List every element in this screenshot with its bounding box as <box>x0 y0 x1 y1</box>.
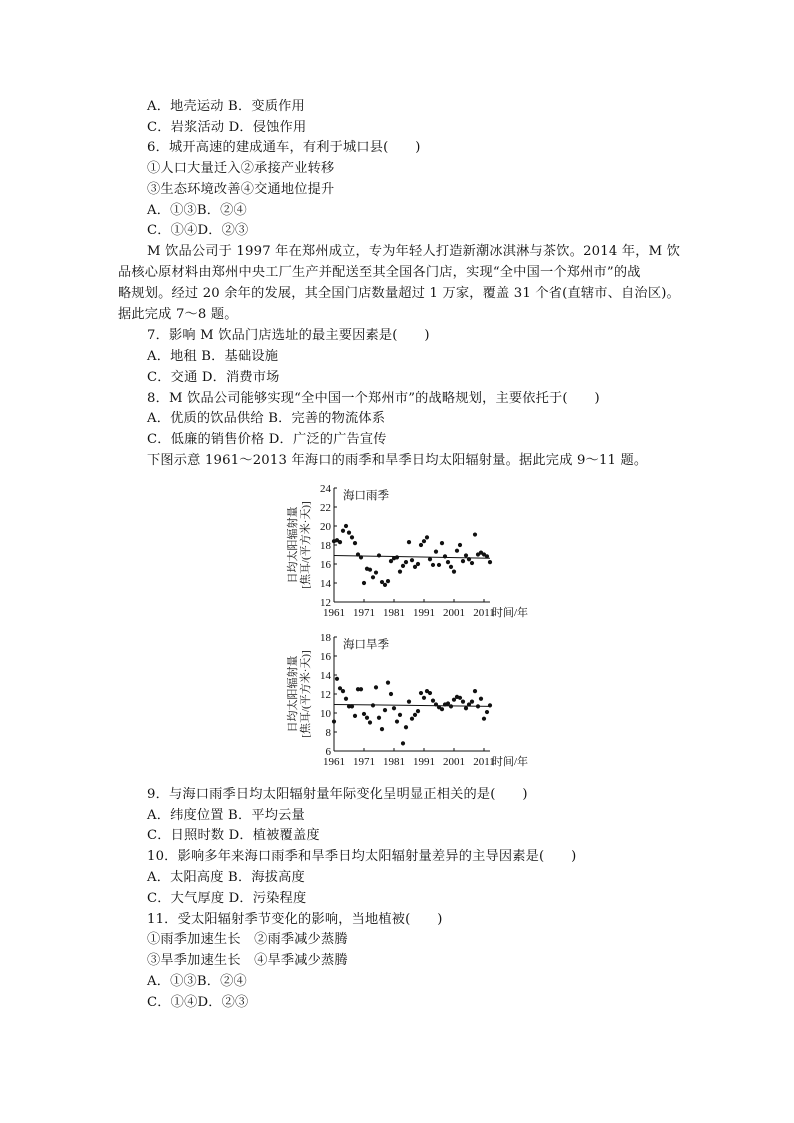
rainy-season-y-axis-unit: [焦耳/(平方米·天)] <box>300 501 312 589</box>
rainy-season-x-tick-label: 2001 <box>443 607 465 619</box>
rainy-season-x-axis-label: 时间/年 <box>492 607 529 619</box>
q10-stem: 10．影响多年来海口雨季和旱季日均太阳辐射量差异的主导因素是( ) <box>147 849 577 864</box>
dry-season-data-point <box>458 696 462 700</box>
dry-season-x-tick-label: 1971 <box>353 756 375 768</box>
dry-season-data-point <box>344 697 348 701</box>
rainy-season-chart <box>282 482 542 624</box>
q7-option-row-1: A．地租 B．基础设施 <box>147 349 279 364</box>
rainy-season-data-point <box>434 550 438 554</box>
dry-season-data-point <box>401 741 405 745</box>
dry-season-chart-svg <box>282 631 542 773</box>
dry-season-data-point <box>332 719 336 723</box>
rainy-season-x-tick-label: 1991 <box>413 607 435 619</box>
dry-season-x-tick-label: 1981 <box>383 756 405 768</box>
dry-season-data-point <box>395 719 399 723</box>
rainy-season-data-point <box>470 561 474 565</box>
passage-line-3: 略规划。经过 20 余年的发展，其全国门店数量超过 1 万家，覆盖 31 个省(直辖市、自治区)。 <box>118 286 680 301</box>
dry-season-x-tick-label: 1991 <box>413 756 435 768</box>
rainy-season-data-point <box>362 581 366 585</box>
dry-season-data-point <box>371 703 375 707</box>
rainy-season-data-point <box>368 568 372 572</box>
rainy-season-data-point <box>446 560 450 564</box>
dry-season-y-tick-label: 14 <box>320 670 331 682</box>
rainy-season-data-point <box>449 565 453 569</box>
rainy-season-data-point <box>410 558 414 562</box>
rainy-season-y-tick-label: 14 <box>320 578 331 590</box>
dry-season-data-point <box>353 714 357 718</box>
dry-season-x-tick-label: 1961 <box>323 756 345 768</box>
q11-option-row-2: C．①④D．②③ <box>147 995 249 1010</box>
q6-stem: 6．城开高速的建成通车，有利于城口县( ) <box>147 140 421 155</box>
rainy-season-data-point <box>371 575 375 579</box>
rainy-season-data-point <box>377 553 381 557</box>
rainy-season-y-tick-label: 12 <box>320 597 331 609</box>
dry-season-data-point <box>383 708 387 712</box>
rainy-season-data-point <box>383 583 387 587</box>
rainy-season-data-point <box>473 532 477 536</box>
dry-season-data-point <box>365 716 369 720</box>
passage-line-4: 据此完成 7～8 题。 <box>118 307 238 322</box>
dry-season-chart <box>282 631 542 773</box>
q9-stem: 9．与海口雨季日均太阳辐射量年际变化呈明显正相关的是( ) <box>147 787 528 802</box>
rainy-season-y-tick-label: 24 <box>320 483 331 495</box>
dry-season-data-point <box>464 706 468 710</box>
dry-season-y-axis-unit: [焦耳/(平方米·天)] <box>300 650 312 738</box>
rainy-season-data-point <box>455 549 459 553</box>
q8-stem: 8．M 饮品公司能够实现“全中国一个郑州市”的战略规划，主要依托于( ) <box>147 391 600 406</box>
dry-season-y-tick-label: 10 <box>320 708 331 720</box>
dry-season-data-point <box>470 700 474 704</box>
q9-option-row-2: C．日照时数 D．植被覆盖度 <box>147 828 320 843</box>
rainy-season-data-point <box>407 540 411 544</box>
dry-season-data-point <box>392 706 396 710</box>
dry-season-x-axis-label: 时间/年 <box>492 756 529 768</box>
dry-season-data-point <box>350 704 354 708</box>
dry-season-data-point <box>386 681 390 685</box>
dry-season-x-tick-label: 2011 <box>473 756 495 768</box>
q9-option-row-1: A．纬度位置 B．平均云量 <box>147 808 305 823</box>
rainy-season-data-point <box>425 535 429 539</box>
dry-season-data-point <box>359 687 363 691</box>
dry-season-data-point <box>368 720 372 724</box>
dry-season-data-point <box>476 704 480 708</box>
rainy-season-y-axis-label: 日均太阳辐射量 <box>287 506 299 584</box>
dry-season-data-point <box>422 696 426 700</box>
rainy-season-data-point <box>464 553 468 557</box>
rainy-season-data-point <box>452 570 456 574</box>
figure-intro: 下图示意 1961～2013 年海口的雨季和旱季日均太阳辐射量。据此完成 9～11 题。 <box>147 453 648 468</box>
rainy-season-data-point <box>428 557 432 561</box>
rainy-season-y-tick-label: 16 <box>320 559 331 571</box>
rainy-season-data-point <box>437 563 441 567</box>
rainy-season-data-point <box>338 540 342 544</box>
dry-season-y-tick-label: 12 <box>320 689 331 701</box>
dry-season-data-point <box>413 713 417 717</box>
rainy-season-chart-title: 海口雨季 <box>343 490 389 502</box>
dry-season-data-point <box>488 703 492 707</box>
dry-season-data-point <box>482 717 486 721</box>
dry-season-data-point <box>428 691 432 695</box>
dry-season-data-point <box>341 689 345 693</box>
rainy-season-data-point <box>422 539 426 543</box>
rainy-season-data-point <box>461 559 465 563</box>
dry-season-chart-title: 海口旱季 <box>343 639 389 651</box>
q6-statements-2: ③生态环境改善④交通地位提升 <box>147 182 335 197</box>
dry-season-y-tick-label: 6 <box>325 746 331 758</box>
dry-season-y-axis-label: 日均太阳辐射量 <box>287 655 299 733</box>
dry-season-data-point <box>440 707 444 711</box>
q10-option-row-2: C．大气厚度 D．污染程度 <box>147 891 307 906</box>
q5-option-row-2: C．岩浆活动 D．侵蚀作用 <box>147 120 307 135</box>
dry-season-data-point <box>389 692 393 696</box>
q11-option-row-1: A．①③B．②④ <box>147 974 247 989</box>
rainy-season-data-point <box>440 541 444 545</box>
dry-season-data-point <box>380 727 384 731</box>
rainy-season-data-point <box>341 529 345 533</box>
dry-season-y-tick-label: 8 <box>325 727 331 739</box>
dry-season-data-point <box>398 713 402 717</box>
rainy-season-x-tick-label: 1971 <box>353 607 375 619</box>
rainy-season-data-point <box>350 535 354 539</box>
rainy-season-data-point <box>404 560 408 564</box>
passage-line-1: M 饮品公司于 1997 年在郑州成立，专为年轻人打造新潮冰淇淋与茶饮。2014 年，M 饮 <box>147 244 681 259</box>
rainy-season-y-tick-label: 18 <box>320 540 331 552</box>
rainy-season-data-point <box>485 554 489 558</box>
q7-option-row-2: C．交通 D．消费市场 <box>147 370 280 385</box>
q5-option-row-1: A．地壳运动 B．变质作用 <box>147 99 305 114</box>
rainy-season-chart-svg <box>282 482 542 624</box>
dry-season-data-point <box>419 691 423 695</box>
rainy-season-data-point <box>395 555 399 559</box>
dry-season-data-point <box>416 709 420 713</box>
rainy-season-data-point <box>398 570 402 574</box>
rainy-season-data-point <box>374 570 378 574</box>
rainy-season-data-point <box>416 562 420 566</box>
rainy-season-y-tick-label: 22 <box>320 502 331 514</box>
dry-season-trend-line <box>334 704 490 706</box>
rainy-season-data-point <box>386 579 390 583</box>
rainy-season-x-tick-label: 2011 <box>473 607 495 619</box>
passage-line-2: 品核心原材料由郑州中央工厂生产并配送至其全国各门店，实现“全中国一个郑州市”的战 <box>118 265 641 280</box>
rainy-season-data-point <box>458 543 462 547</box>
rainy-season-data-point <box>488 560 492 564</box>
q11-stem: 11．受太阳辐射季节变化的影响，当地植被( ) <box>147 912 443 927</box>
rainy-season-x-tick-label: 1981 <box>383 607 405 619</box>
q7-stem: 7．影响 M 饮品门店选址的最主要因素是( ) <box>147 328 430 343</box>
dry-season-y-tick-label: 18 <box>320 632 331 644</box>
dry-season-data-point <box>473 689 477 693</box>
dry-season-data-point <box>362 712 366 716</box>
rainy-season-data-point <box>401 564 405 568</box>
q6-option-row-2: C．①④D．②③ <box>147 223 249 238</box>
dry-season-data-point <box>449 704 453 708</box>
rainy-season-data-point <box>443 554 447 558</box>
q6-statements-1: ①人口大量迁入②承接产业转移 <box>147 161 335 176</box>
dry-season-data-point <box>335 677 339 681</box>
dry-season-data-point <box>410 717 414 721</box>
dry-season-data-point <box>407 700 411 704</box>
rainy-season-data-point <box>431 563 435 567</box>
rainy-season-data-point <box>467 557 471 561</box>
q6-option-row-1: A．①③B．②④ <box>147 203 247 218</box>
rainy-season-data-point <box>419 543 423 547</box>
dry-season-x-tick-label: 2001 <box>443 756 465 768</box>
rainy-season-data-point <box>353 541 357 545</box>
dry-season-data-point <box>374 685 378 689</box>
rainy-season-data-point <box>344 524 348 528</box>
q8-option-row-1: A．优质的饮品供给 B．完善的物流体系 <box>147 411 386 426</box>
dry-season-data-point <box>479 697 483 701</box>
dry-season-data-point <box>485 710 489 714</box>
q11-statements-1: ①雨季加速生长 ②雨季减少蒸腾 <box>147 932 348 947</box>
dry-season-y-tick-label: 16 <box>320 651 331 663</box>
rainy-season-y-tick-label: 20 <box>320 521 331 533</box>
q11-statements-2: ③旱季加速生长 ④旱季减少蒸腾 <box>147 953 348 968</box>
rainy-season-data-point <box>359 555 363 559</box>
dry-season-data-point <box>404 725 408 729</box>
dry-season-data-point <box>377 716 381 720</box>
dry-season-data-point <box>461 700 465 704</box>
q10-option-row-1: A．太阳高度 B．海拔高度 <box>147 870 305 885</box>
rainy-season-x-tick-label: 1961 <box>323 607 345 619</box>
q8-option-row-2: C．低廉的销售价格 D．广泛的广告宣传 <box>147 432 387 447</box>
dry-season-data-point <box>431 699 435 703</box>
rainy-season-data-point <box>347 531 351 535</box>
